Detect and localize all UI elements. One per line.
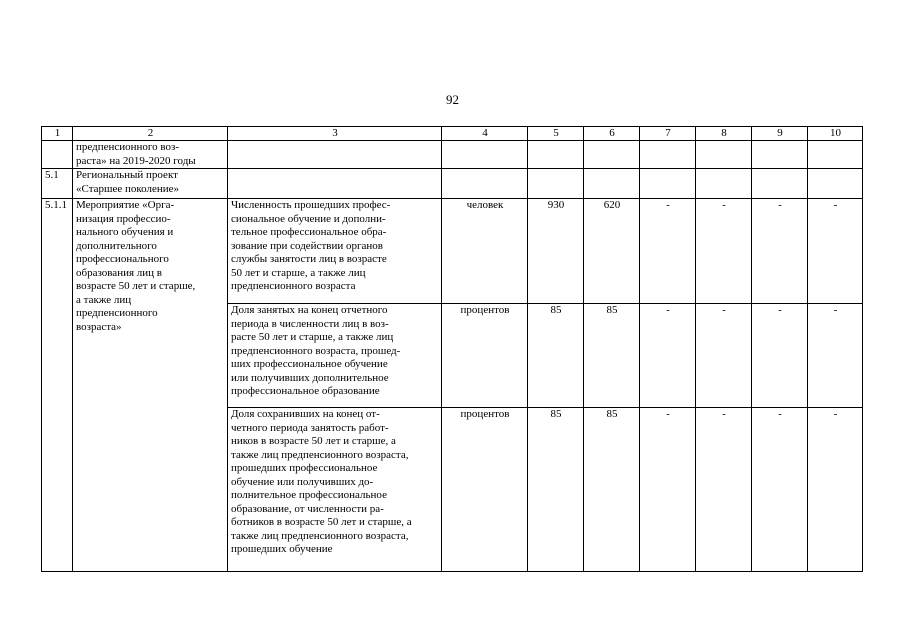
table-cell-number: 5.1 (42, 169, 73, 199)
table-cell-unit: процентов (442, 304, 528, 408)
table-cell-unit (442, 169, 528, 199)
table-cell-indicator: Численность прошедших профес- сиональное обучение и дополни- тельное профессиональное обра- зование при содействии органов службы занятости лиц в возрасте 50 лет и старше, а также лиц предпенсионного возраста (228, 199, 442, 304)
table-row (42, 141, 863, 169)
table-cell-value: - (696, 408, 752, 572)
table-cell-value: - (640, 199, 696, 304)
table-cell-value: 930 (528, 199, 584, 304)
table-cell-value: - (696, 304, 752, 408)
table-cell-value (640, 141, 696, 169)
header-cell: 8 (696, 127, 752, 141)
table-cell-value: - (752, 408, 808, 572)
table-cell-value (584, 141, 640, 169)
header-cell: 9 (752, 127, 808, 141)
table-cell-name: Мероприятие «Орга- низация профессио- нального обучения и дополнительного профессионального образования лиц в возрасте 50 лет и старше, а также лиц предпенсионного возраста» (73, 199, 228, 572)
header-cell: 3 (228, 127, 442, 141)
table-cell-value: - (696, 199, 752, 304)
page-number: 92 (446, 92, 459, 107)
table-cell-value (584, 169, 640, 199)
table-cell-value: 620 (584, 199, 640, 304)
table-cell-value (696, 141, 752, 169)
table-cell-value: - (640, 408, 696, 572)
table-cell-unit: человек (442, 199, 528, 304)
table-cell-value: - (752, 199, 808, 304)
table-cell-name: предпенсионного воз- раста» на 2019-2020 годы (73, 141, 228, 169)
table-header-row (42, 127, 863, 141)
header-cell: 1 (42, 127, 73, 141)
table-cell-value: - (808, 408, 863, 572)
table-cell-unit: процентов (442, 408, 528, 572)
table-cell-indicator (228, 141, 442, 169)
table-cell-value: - (808, 304, 863, 408)
header-cell: 10 (808, 127, 863, 141)
table-cell-value: 85 (584, 408, 640, 572)
table-cell-indicator: Доля сохранивших на конец от- четного периода занятость работ- ников в возрасте 50 лет и старше, а также лиц предпенсионного возраста, прошедших профессиональное обучение или получивших до- полнительное профессиональное образование, от численности ра- ботников в возрасте 50 лет и старше, а также лиц предпенсионного возраста, прошедших обучение (228, 408, 442, 572)
table-cell-value: 85 (528, 408, 584, 572)
table-cell-value (528, 169, 584, 199)
table-cell-value: - (640, 304, 696, 408)
table-cell-value: - (808, 199, 863, 304)
table-cell-number (42, 141, 73, 169)
indicator-table (41, 126, 863, 572)
table-cell-value (752, 169, 808, 199)
header-cell: 7 (640, 127, 696, 141)
table-cell-indicator (228, 169, 442, 199)
table-cell-value: 85 (528, 304, 584, 408)
table-cell-number: 5.1.1 (42, 199, 73, 572)
table-cell-indicator: Доля занятых на конец отчетного периода в численности лиц в воз- расте 50 лет и старше, а также лиц предпенсионного возраста, прошед- ших профессиональное обучение или получивших дополнительное профессиональное образование (228, 304, 442, 408)
table-cell-unit (442, 141, 528, 169)
table-cell-value (808, 169, 863, 199)
table-cell-name: Региональный проект «Старшее поколение» (73, 169, 228, 199)
table-cell-value (808, 141, 863, 169)
table-cell-value (640, 169, 696, 199)
table-cell-value: 85 (584, 304, 640, 408)
table-cell-value (528, 141, 584, 169)
table-cell-value: - (752, 304, 808, 408)
table-cell-value (752, 141, 808, 169)
header-cell: 4 (442, 127, 528, 141)
table-row (42, 199, 863, 304)
header-cell: 6 (584, 127, 640, 141)
table-cell-value (696, 169, 752, 199)
header-cell: 2 (73, 127, 228, 141)
table-row (42, 169, 863, 199)
header-cell: 5 (528, 127, 584, 141)
